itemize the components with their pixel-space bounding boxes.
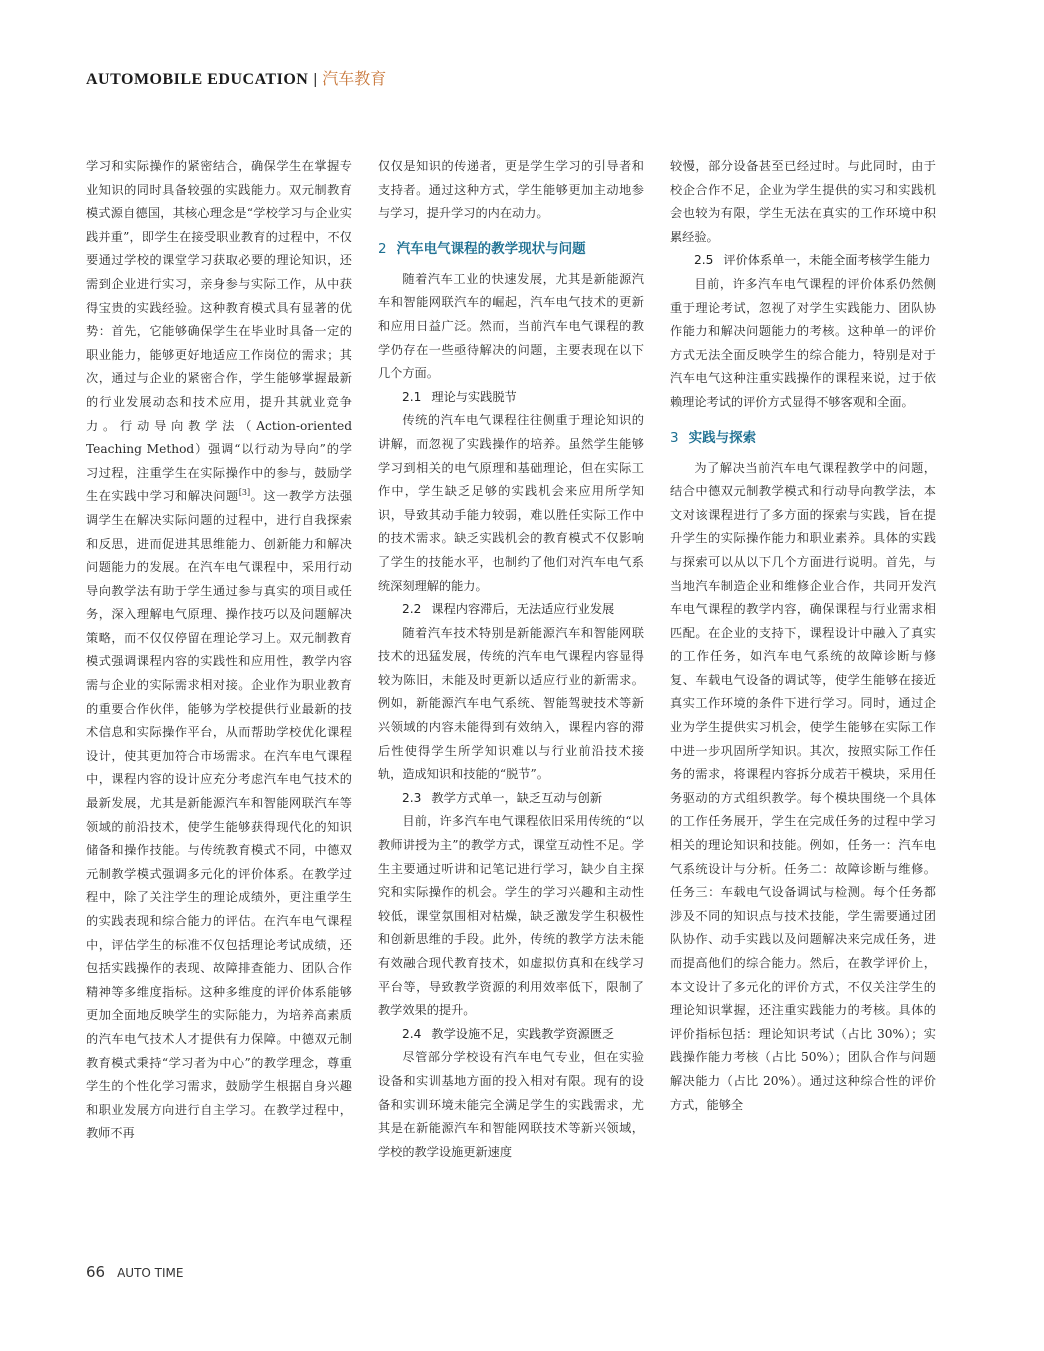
body-paragraph: 目前，许多汽车电气课程的评价体系仍然侧重于理论考试，忽视了对学生实践能力、团队协作能力和解决问题能力的考核。这种单一的评价方式无法全面反映学生的综合能力，特别是对于汽车电气这种注重实践操作的课程来说，过于依赖理论考试的评价方式显得不够客观和全面。 (670, 276, 936, 409)
subsection-number: 2.3 (402, 790, 422, 805)
subsection-title: 评价体系单一，未能全面考核学生能力 (723, 253, 931, 268)
body-paragraph: 较慢，部分设备甚至已经过时。与此同时，由于校企合作不足，企业为学生提供的实习和实践机会也较为有限，学生无法在真实的工作环境中积累经验。 (670, 159, 936, 244)
body-paragraph: 仅仅是知识的传递者，更是学生学习的引导者和支持者。通过这种方式，学生能够更加主动地参与学习，提升学习的内在动力。 (378, 159, 644, 221)
subsection-title: 教学设施不足，实践教学资源匮乏 (431, 1026, 615, 1041)
text-column-1 (86, 155, 352, 1146)
text-column-3 (670, 155, 936, 1117)
header-separator: | (313, 71, 318, 88)
subsection-heading-2-2 (378, 598, 644, 622)
body-paragraph (86, 155, 352, 1146)
page-footer (86, 1263, 183, 1281)
page-number: 66 (86, 1263, 106, 1281)
subsection-number: 2.1 (402, 389, 422, 404)
subsection-number: 2.2 (402, 602, 422, 617)
journal-title-cn: 汽车教育 (322, 69, 387, 88)
body-paragraph: 尽管部分学校设有汽车电气专业，但在实验设备和实训基地方面的投入相对有限。现有的设备和实训环境未能完全满足学生的实践需求，尤其是在新能源汽车和智能网联技术等新兴领域，学校的教学设施更新速度 (378, 1050, 644, 1159)
subsection-number: 2.5 (694, 253, 714, 268)
subsection-title: 理论与实践脱节 (431, 389, 517, 404)
subsection-heading-2-1 (378, 386, 644, 410)
section-heading-2 (378, 238, 644, 260)
section-number: 2 (378, 240, 387, 257)
section-number: 3 (670, 429, 679, 446)
citation-marker: [3] (238, 488, 251, 498)
section-heading-3 (670, 427, 936, 449)
subsection-heading-2-4 (378, 1023, 644, 1047)
footer-journal-name: AUTO TIME (117, 1266, 184, 1280)
body-paragraph: 为了解决当前汽车电气课程教学中的问题，结合中德双元制教学模式和行动导向教学法，本文对该课程进行了多方面的探索与实践，旨在提升学生的实际操作能力和职业素养。具体的实践与探索可以从以下几个方面进行说明。首先，与当地汽车制造企业和维修企业合作，共同开发汽车电气课程的教学内容，确保课程与行业需求相匹配。在企业的支持下，课程设计中融入了真实的工作任务，如汽车电气系统的故障诊断与修复、车载电气设备的调试等，使学生能够在接近真实工作环境的条件下进行学习。同时，通过企业为学生提供实习机会，使学生能够在实际工作中进一步巩固所学知识。其次，按照实际工作任务的需求，将课程内容拆分成若干模块，采用任务驱动的方式组织教学。每个模块围绕一个具体的工作任务展开，学生在完成任务的过程中学习相关的理论知识和技能。例如，任务一：汽车电气系统设计与分析。任务二：故障诊断与维修。任务三：车载电气设备调试与检测。每个任务都涉及不同的知识点与技术技能，学生需要通过团队协作、动手实践以及问题解决来完成任务，进而提高他们的综合能力。然后，在教学评价上，本文设计了多元化的评价方式，不仅关注学生的理论知识掌握，还注重实践能力的考核。具体的评价指标包括：理论知识考试（占比 30%）；实践操作能力考核（占比 50%）；团队合作与问题解决能力（占比 20%）。通过这种综合性的评价方式，能够全 (670, 460, 936, 1112)
paragraph-text: 学习和实际操作的紧密结合，确保学生在掌握专业知识的同时具备较强的实践能力。双元制教育模式源自德国，其核心理念是“学校学习与企业实践并重”，即学生在接受职业教育的过程中，不仅要通过学校的课堂学习获取必要的理论知识，还需到企业进行实习，亲身参与实际工作，从中获得宝贵的实践经验。这种教育模式具有显著的优势：首先，它能够确保学生在毕业时具备一定的职业能力，能够更好地适应工作岗位的需求；其次，通过与企业的紧密合作，学生能够掌握最新的行业发展动态和技术应用，提升其就业竞争力。行动导向教学法（Action-oriented Teaching Method）强调“以行动为导向”的学习过程，注重学生在实际操作中的参与，鼓励学生在实践中学习和解决问题 (86, 159, 352, 504)
text-column-2 (378, 155, 644, 1164)
running-header (86, 66, 386, 88)
subsection-title: 课程内容滞后，无法适应行业发展 (431, 602, 615, 617)
subsection-heading-2-5 (670, 249, 936, 273)
journal-title-en: AUTOMOBILE EDUCATION (86, 71, 309, 88)
section-title: 实践与探索 (688, 429, 757, 446)
subsection-number: 2.4 (402, 1026, 422, 1041)
body-paragraph: 随着汽车工业的快速发展，尤其是新能源汽车和智能网联汽车的崛起，汽车电气技术的更新和应用日益广泛。然而，当前汽车电气课程的教学仍存在一些亟待解决的问题，主要表现在以下几个方面。 (378, 271, 644, 381)
body-paragraph: 随着汽车技术特别是新能源汽车和智能网联技术的迅猛发展，传统的汽车电气课程内容显得较为陈旧，未能及时更新以适应行业的新需求。例如，新能源汽车电气系统、智能驾驶技术等新兴领域的内容未能得到有效纳入，课程内容的滞后性使得学生所学知识难以与行业前沿技术接轨，造成知识和技能的“脱节”。 (378, 625, 644, 782)
subsection-heading-2-3 (378, 787, 644, 811)
body-paragraph: 目前，许多汽车电气课程依旧采用传统的“以教师讲授为主”的教学方式，课堂互动性不足。学生主要通过听讲和记笔记进行学习，缺少自主探究和实际操作的机会。学生的学习兴趣和主动性较低，课堂氛围相对枯燥，缺乏激发学生积极性和创新思维的手段。此外，传统的教学方法未能有效融合现代教育技术，如虚拟仿真和在线学习平台等，导致教学资源的利用效率低下，限制了教学效果的提升。 (378, 814, 644, 1018)
body-paragraph: 传统的汽车电气课程往往侧重于理论知识的讲解，而忽视了实践操作的培养。虽然学生能够学习到相关的电气原理和基础理论，但在实际工作中，学生缺乏足够的实践机会来应用所学知识，导致其动手能力较弱，难以胜任实际工作中的技术需求。缺乏实践机会的教育模式不仅影响了学生的技能水平，也制约了他们对汽车电气系统深刻理解的能力。 (378, 413, 644, 593)
section-title: 汽车电气课程的教学现状与问题 (396, 240, 586, 257)
subsection-title: 教学方式单一，缺乏互动与创新 (431, 790, 603, 805)
paragraph-text: 。这一教学方法强调学生在解决实际问题的过程中，进行自我探索和反思，进而促进其思维能力、创新能力和解决问题能力的发展。在汽车电气课程中，采用行动导向教学法有助于学生通过参与真实的项目或任务，深入理解电气原理、操作技巧以及问题解决策略，而不仅仅停留在理论学习上。双元制教育模式强调课程内容的实践性和应用性，教学内容需与企业的实际需求相对接。企业作为职业教育的重要合作伙伴，能够为学校提供行业最新的技术信息和实际操作平台，从而帮助学校优化课程设计，使其更加符合市场需求。在汽车电气课程中，课程内容的设计应充分考虑汽车电气技术的最新发展，尤其是新能源汽车和智能网联汽车等领域的前沿技术，使学生能够获得现代化的知识储备和操作技能。与传统教育模式不同，中德双元制教学模式强调多元化的评价体系。在教学过程中，除了关注学生的理论成绩外，更注重学生的实践表现和综合能力的评估。在汽车电气课程中，评估学生的标准不仅包括理论考试成绩，还包括实践操作的表现、故障排查能力、团队合作精神等多维度指标。这种多维度的评价体系能够更加全面地反映学生的实际能力，为培养高素质的汽车电气技术人才提供有力保障。中德双元制教育模式秉持“学习者为中心”的教学理念，尊重学生的个性化学习需求，鼓励学生根据自身兴趣和职业发展方向进行自主学习。在教学过程中，教师不再 (86, 489, 353, 1141)
